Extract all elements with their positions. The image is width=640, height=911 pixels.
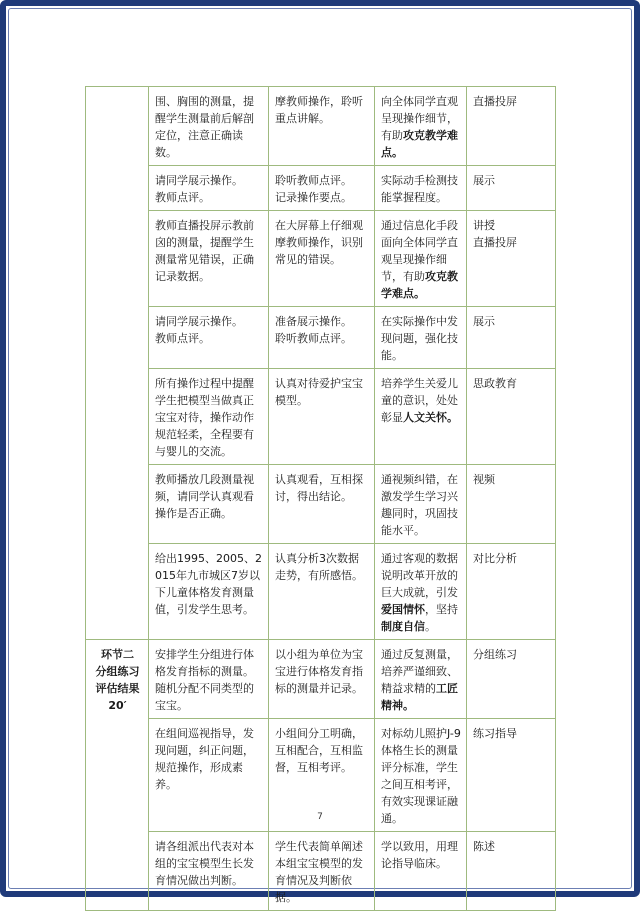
teacher-activity: 给出1995、2005、2015年九市城区7岁以下儿童体格发育测量值，引发学生思考。 <box>149 544 269 640</box>
student-activity: 认真分析3次数据走势，有所感悟。 <box>269 544 375 640</box>
student-activity: 认真观看，互相探讨，得出结论。 <box>269 465 375 544</box>
stage-cell-continued <box>86 87 149 640</box>
teaching-method: 练习指导 <box>467 719 556 832</box>
student-activity: 学生代表简单阐述本组宝宝模型的发育情况及判断依据。 <box>269 832 375 911</box>
stage-cell <box>86 640 149 911</box>
teaching-method: 讲授 直播投屏 <box>467 211 556 307</box>
student-activity: 聆听教师点评。 记录操作要点。 <box>269 166 375 211</box>
teacher-activity: 请同学展示操作。 教师点评。 <box>149 166 269 211</box>
student-activity: 在大屏幕上仔细观摩教师操作，识别常见的错误。 <box>269 211 375 307</box>
teacher-activity: 安排学生分组进行体格发育指标的测量。随机分配不同类型的宝宝。 <box>149 640 269 719</box>
table-row <box>86 465 556 544</box>
design-intent: 实际动手检测技能掌握程度。 <box>375 166 467 211</box>
table-row <box>86 369 556 465</box>
table-row <box>86 640 556 719</box>
design-intent: 通过反复测量，培养严谨细致、精益求精的工匠精神。 <box>375 640 467 719</box>
teacher-activity: 在组间巡视指导，发现问题，纠正问题，规范操作，形成素养。 <box>149 719 269 832</box>
emphasis-text: 制度自信 <box>381 620 425 633</box>
table-row <box>86 211 556 307</box>
stage-title-line3: 评估结果 <box>95 682 140 695</box>
table-row <box>86 87 556 166</box>
teacher-activity: 教师直播投屏示教前囟的测量，提醒学生测量常见错误，正确记录数据。 <box>149 211 269 307</box>
design-intent: 培养学生关爱儿童的意识，处处彰显人文关怀。 <box>375 369 467 465</box>
teaching-method: 思政教育 <box>467 369 556 465</box>
teaching-method: 分组练习 <box>467 640 556 719</box>
teacher-activity: 请各组派出代表对本组的宝宝模型生长发育情况做出判断。 <box>149 832 269 911</box>
teacher-activity: 请同学展示操作。 教师点评。 <box>149 307 269 369</box>
table-row <box>86 832 556 911</box>
student-activity: 认真对待爱护宝宝模型。 <box>269 369 375 465</box>
design-intent: 向全体同学直观呈现操作细节，有助攻克教学难点。 <box>375 87 467 166</box>
student-activity: 以小组为单位为宝宝进行体格发育指标的测量并记录。 <box>269 640 375 719</box>
teaching-method: 展示 <box>467 166 556 211</box>
teaching-method: 对比分析 <box>467 544 556 640</box>
teaching-method: 视频 <box>467 465 556 544</box>
teacher-activity: 教师播放几段测量视频，请同学认真观看操作是否正确。 <box>149 465 269 544</box>
design-intent: 在实际操作中发现问题，强化技能。 <box>375 307 467 369</box>
teaching-method: 陈述 <box>467 832 556 911</box>
lesson-plan-table <box>85 86 556 911</box>
table-row <box>86 166 556 211</box>
teacher-activity: 所有操作过程中提醒学生把模型当做真正宝宝对待，操作动作规范轻柔，全程要有与婴儿的交流。 <box>149 369 269 465</box>
teaching-method: 展示 <box>467 307 556 369</box>
table-row <box>86 544 556 640</box>
page-number: 7 <box>317 812 323 822</box>
table-row <box>86 307 556 369</box>
stage-duration: 20′ <box>108 699 127 712</box>
design-intent: 对标幼儿照护J-9体格生长的测量评分标准，学生之间互相考评，有效实现课证融通。 <box>375 719 467 832</box>
teacher-activity: 围、胸围的测量，提醒学生测量前后解剖定位，注意正确读数。 <box>149 87 269 166</box>
student-activity: 小组间分工明确，互相配合，互相监督，互相考评。 <box>269 719 375 832</box>
stage-title-line1: 环节二 <box>101 648 134 661</box>
design-intent: 通视频纠错，在激发学生学习兴趣同时，巩固技能水平。 <box>375 465 467 544</box>
design-intent: 学以致用，用理论指导临床。 <box>375 832 467 911</box>
teaching-method: 直播投屏 <box>467 87 556 166</box>
student-activity: 准备展示操作。 聆听教师点评。 <box>269 307 375 369</box>
design-intent: 通过客观的数据说明改革开放的巨大成就，引发爱国情怀，坚持制度自信。 <box>375 544 467 640</box>
student-activity: 摩教师操作，聆听重点讲解。 <box>269 87 375 166</box>
stage-title-line2: 分组练习 <box>95 665 140 678</box>
design-intent: 通过信息化手段面向全体同学直观呈现操作细节，有助攻克教学难点。 <box>375 211 467 307</box>
